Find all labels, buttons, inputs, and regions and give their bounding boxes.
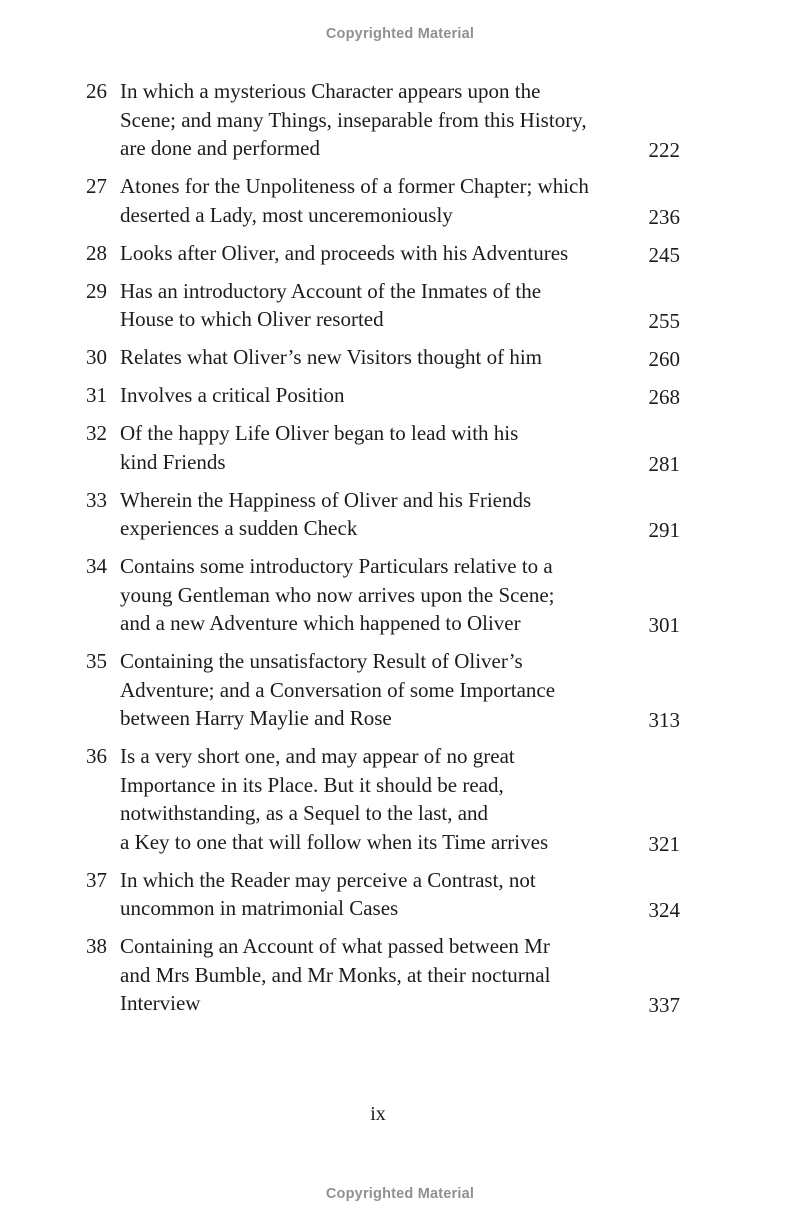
page-reference: 281: [648, 451, 680, 476]
chapter-number: 36: [86, 744, 107, 768]
chapter-title: Relates what Oliver’s new Visitors thought of him: [120, 345, 542, 369]
page-reference: 260: [648, 347, 680, 371]
chapter-title: Of the happy Life Oliver began to lead with his kind Friends: [120, 421, 519, 474]
chapter-title: Has an introductory Account of the Inmates of the House to which Oliver resorted: [120, 278, 542, 331]
chapter-title: Containing the unsatisfactory Result of Oliver’s Adventure; and a Conversation of some Importance between Harry Maylie and Rose: [120, 649, 556, 730]
chapter-number: 35: [86, 649, 107, 673]
chapter-title: Involves a critical Position: [120, 383, 345, 407]
toc-entry: [80, 419, 680, 476]
page-reference: 236: [648, 204, 680, 229]
toc-entry: [80, 172, 680, 229]
chapter-title: Atones for the Unpoliteness of a former Chapter; which deserted a Lady, most unceremoniously: [120, 174, 589, 227]
toc-entry: [80, 647, 680, 733]
chapter-number: 28: [86, 240, 107, 265]
page-reference: 291: [648, 518, 680, 542]
chapter-title: Wherein the Happiness of Oliver and his Friends experiences a sudden Check: [120, 487, 532, 540]
toc-entry: [80, 343, 680, 372]
toc-entry: [80, 486, 680, 543]
toc-entry: [80, 866, 680, 923]
chapter-number: 33: [86, 487, 107, 512]
toc-entry: [80, 381, 680, 410]
page-reference: 301: [648, 613, 680, 637]
chapter-number: 29: [86, 278, 107, 303]
chapter-title: In which a mysterious Character appears upon the Scene; and many Things, inseparable from this History, are done and performed: [120, 79, 587, 160]
page-number: ix: [370, 1103, 386, 1125]
toc-entry: [80, 552, 680, 638]
toc-entry: [80, 277, 680, 334]
copyright-watermark-top: Copyrighted Material: [325, 26, 475, 42]
toc-entry: [80, 77, 680, 163]
page-reference: 313: [648, 708, 680, 732]
chapter-number: 30: [86, 345, 107, 369]
page-reference: 324: [648, 898, 680, 922]
chapter-title: In which the Reader may perceive a Contrast, not uncommon in matrimonial Cases: [120, 867, 536, 920]
chapter-number: 26: [86, 79, 107, 103]
page-reference: 268: [648, 385, 680, 409]
chapter-title: Contains some introductory Particulars relative to a young Gentleman who now arrives upon the Scene; and a new Adventure which happened to Oliver: [120, 554, 555, 635]
toc-entry: [80, 239, 680, 268]
copyright-watermark-bottom: Copyrighted Material: [325, 1186, 475, 1202]
page-reference: 255: [648, 309, 680, 333]
page-reference: 337: [648, 993, 680, 1017]
toc-entry: [80, 932, 680, 1018]
page-reference: 222: [648, 138, 680, 162]
page-reference: 321: [648, 831, 680, 856]
chapter-number: 34: [86, 554, 107, 578]
chapter-number: 32: [86, 421, 107, 445]
toc-entry: [80, 742, 680, 856]
chapter-number: 31: [86, 383, 107, 407]
chapter-number: 27: [86, 174, 107, 198]
chapter-title: Is a very short one, and may appear of no great Importance in its Place. But it should be read, notwithstanding, as a Sequel to the last, and a Key to one that will follow when its Time arrives: [120, 744, 549, 854]
chapter-title: Looks after Oliver, and proceeds with his Adventures: [120, 240, 569, 265]
chapter-title: Containing an Account of what passed between Mr and Mrs Bumble, and Mr Monks, at their nocturnal Interview: [120, 934, 551, 1015]
page-reference: 245: [648, 242, 680, 267]
chapter-number: 37: [86, 867, 107, 892]
table-of-contents: [80, 77, 680, 1027]
chapter-number: 38: [86, 934, 107, 958]
